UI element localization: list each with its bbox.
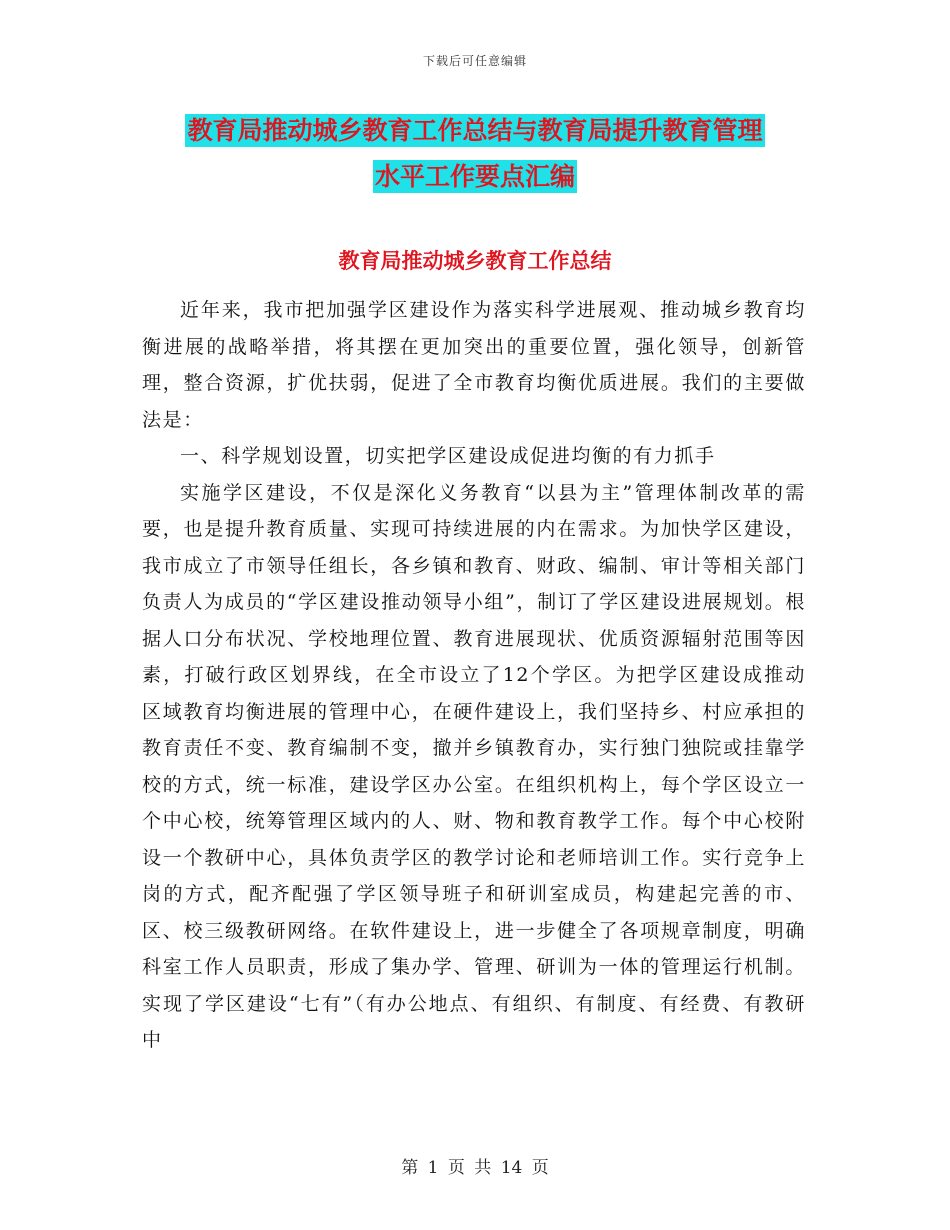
document-title-line-2: 水平工作要点汇编 (374, 162, 575, 191)
section-title: 教育局推动城乡教育工作总结 (338, 248, 612, 273)
document-title (130, 108, 820, 200)
paragraph-body: 实施学区建设，不仅是深化义务教育“以县为主”管理体制改革的需要，也是提升教育质量、实现可持续进展的内在需求。为加快学区建设，我市成立了市领导任组长，各乡镇和教育、财政、编制、审计等相关部门负责人为成员的“学区建设推动领导小组”，制订了学区建设进展规划。根据人口分布状况、学校地理位置、教育进展现状、优质资源辐射范围等因素，打破行政区划界线，在全市设立了12个学区。为把学区建设成推动区域教育均衡进展的管理中心，在硬件建设上，我们坚持乡、村应承担的教育责任不变、教育编制不变，撤并乡镇教育办，实行独门独院或挂靠学校的方式，统一标准，建设学区办公室。在组织机构上，每个学区设立一个中心校，统筹管理区域内的人、财、物和教育教学工作。每个中心校附设一个教研中心，具体负责学区的教学讨论和老师培训工作。实行竞争上岗的方式，配齐配强了学区领导班子和研训室成员，构建起完善的市、区、校三级教研网络。在软件建设上，进一步健全了各项规章制度，明确科室工作人员职责，形成了集办学、管理、研训为一体的管理运行机制。实现了学区建设“七有”（有办公地点、有组织、有制度、有经费、有教研中 (142, 481, 806, 1051)
paragraph-heading-one: 一、科学规划设置，切实把学区建设成促进均衡的有力抓手 (180, 445, 716, 467)
document-body (142, 292, 806, 1059)
page-header-note: 下载后可任意编辑 (422, 54, 527, 68)
document-title-line-1: 教育局推动城乡教育工作总结与教育局提升教育管理 (187, 116, 763, 145)
paragraph-intro: 近年来，我市把加强学区建设作为落实科学进展观、推动城乡教育均衡进展的战略举措，将其摆在更加突出的重要位置，强化领导，创新管理，整合资源，扩优扶弱，促进了全市教育均衡优质进展。我们的主要做法是： (142, 299, 806, 431)
page-number: 第 1 页 共 14 页 (401, 1158, 549, 1178)
